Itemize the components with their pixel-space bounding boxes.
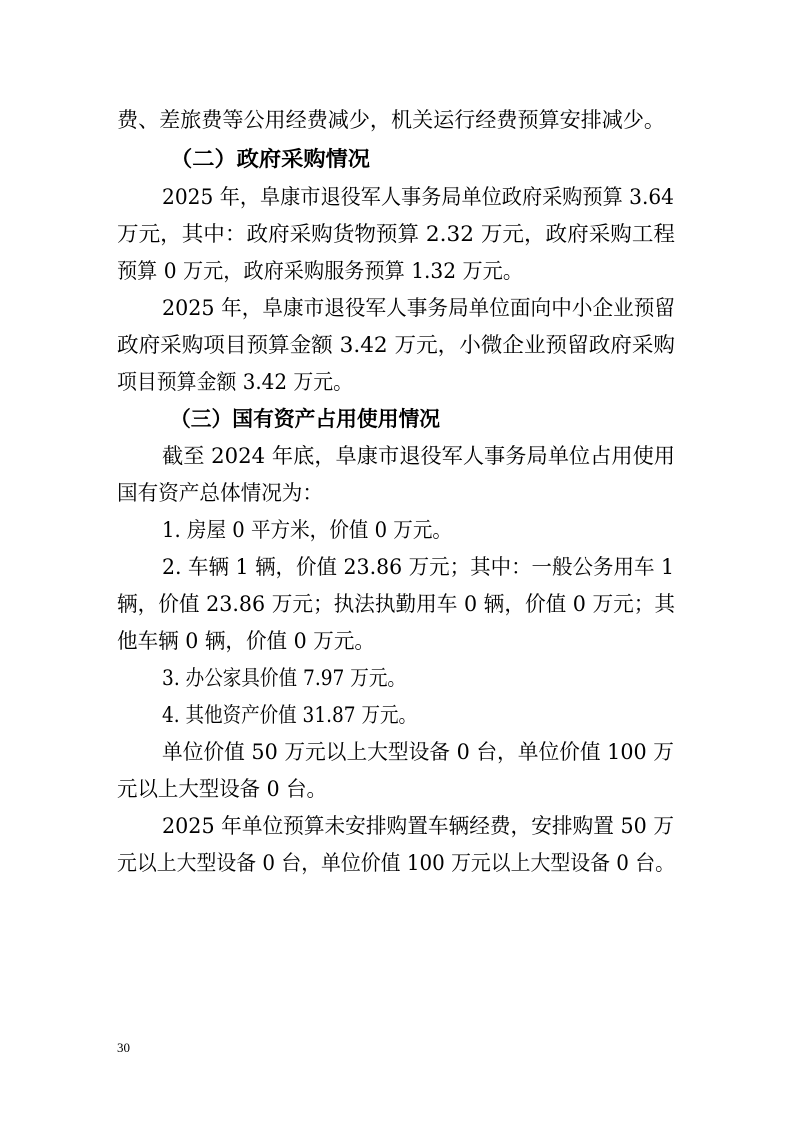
text-line: 他车辆 0 辆，价值 0 万元。 [117, 629, 375, 653]
text-line: 单位价值 50 万元以上大型设备 0 台，单位价值 100 万 [162, 740, 674, 764]
paragraph-line [0, 439, 793, 473]
text-line: 政府采购项目预算金额 3.42 万元，小微企业预留政府采购 [117, 333, 675, 357]
text-line: 4. 其他资产价值 31.87 万元。 [162, 703, 417, 727]
text-line: 2025 年，阜康市退役军人事务局单位面向中小企业预留 [162, 296, 675, 320]
text-line: 1. 房屋 0 平方米，价值 0 万元。 [162, 518, 452, 542]
paragraph-line [0, 624, 793, 658]
text-line: 截至 2024 年底，阜康市退役军人事务局单位占用使用 [162, 444, 675, 468]
text-line: 元以上大型设备 0 台，单位价值 100 万元以上大型设备 0 台。 [117, 851, 675, 875]
section-heading-text: （二）政府采购情况 [170, 147, 370, 171]
text-line: 费、差旅费等公用经费减少，机关运行经费预算安排减少。 [117, 108, 666, 132]
paragraph-line [0, 846, 793, 880]
text-line: 2025 年，阜康市退役军人事务局单位政府采购预算 3.64 [162, 185, 674, 209]
text-line: 项目预算金额 3.42 万元。 [117, 370, 353, 394]
section-heading-text: （三）国有资产占用使用情况 [170, 407, 440, 431]
text-line: 辆，价值 23.86 万元；执法执勤用车 0 辆，价值 0 万元；其 [117, 592, 675, 616]
text-line: 元以上大型设备 0 台。 [117, 777, 327, 801]
paragraph-line [0, 772, 793, 806]
text-line: 3. 办公家具价值 7.97 万元。 [162, 666, 406, 690]
list-item [0, 550, 793, 584]
paragraph-line [0, 254, 793, 288]
text-line: 国有资产总体情况为： [117, 481, 323, 505]
text-line: 2025 年单位预算未安排购置车辆经费，安排购置 50 万 [162, 814, 674, 838]
paragraph-line [0, 217, 793, 251]
paragraph-line [0, 291, 793, 325]
paragraph-line [0, 365, 793, 399]
list-item [0, 661, 793, 695]
section-heading-state-assets [0, 402, 793, 436]
paragraph-line [0, 328, 793, 362]
paragraph-continuation [0, 103, 793, 137]
text-line: 2. 车辆 1 辆，价值 23.86 万元；其中：一般公务用车 1 [162, 555, 674, 579]
text-line: 预算 0 万元，政府采购服务预算 1.32 万元。 [117, 259, 523, 283]
text-line: 万元，其中：政府采购货物预算 2.32 万元，政府采购工程 [117, 222, 675, 246]
section-heading-government-procurement [0, 142, 793, 176]
paragraph-line [0, 180, 793, 214]
paragraph-line [0, 735, 793, 769]
list-item [0, 513, 793, 547]
paragraph-line [0, 587, 793, 621]
paragraph-line [0, 809, 793, 843]
list-item [0, 698, 793, 732]
paragraph-line [0, 476, 793, 510]
page-number: 30 [117, 1040, 130, 1055]
